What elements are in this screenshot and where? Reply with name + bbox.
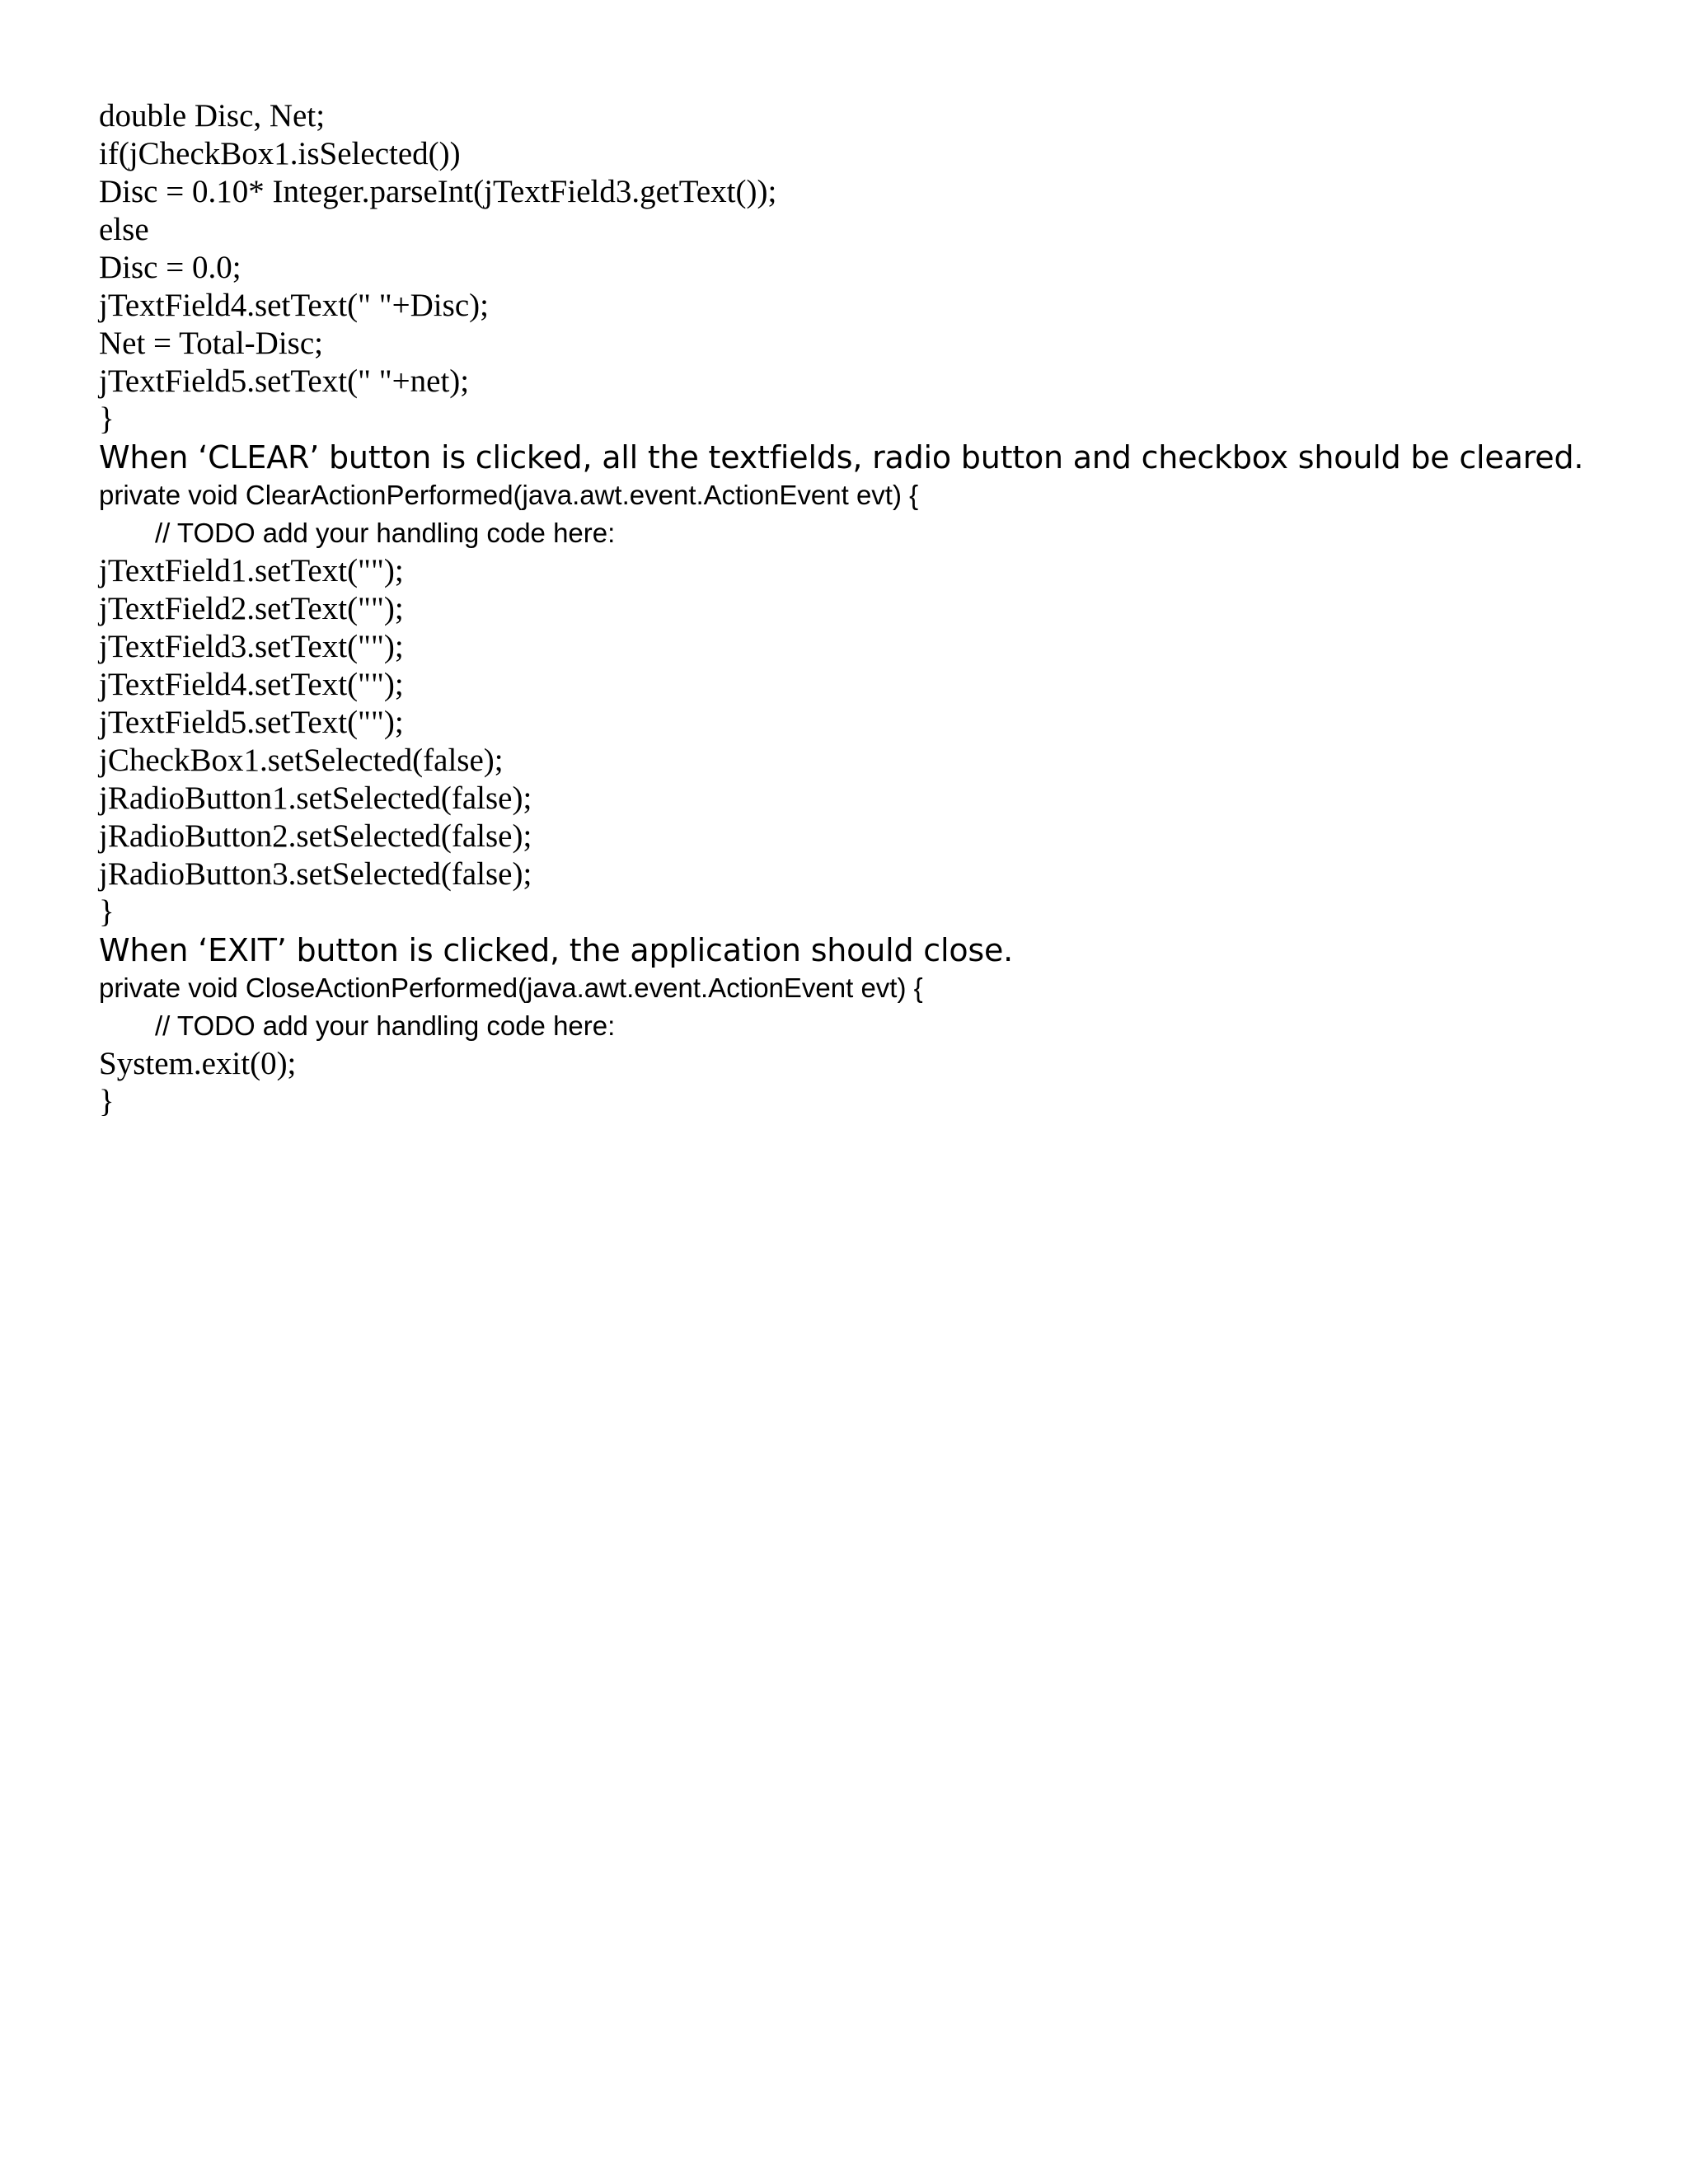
code-line: Disc = 0.10* Integer.parseInt(jTextField3.getText()); [99, 174, 777, 209]
closing-brace: } [99, 401, 115, 437]
closing-brace: } [99, 1084, 115, 1119]
code-line: else [99, 212, 149, 247]
method-signature-close: private void CloseActionPerformed(java.awt.event.ActionEvent evt) { [99, 972, 923, 1003]
code-line: jTextField2.setText(""); [99, 591, 404, 626]
exit-button-description: When ‘EXIT’ button is clicked, the application should close. [99, 932, 1014, 968]
code-line: jTextField4.setText(" "+Disc); [99, 288, 489, 323]
code-line: jRadioButton2.setSelected(false); [99, 818, 532, 854]
clear-button-description: When ‘CLEAR’ button is clicked, all the textfields, radio button and checkbox should be cleared. [99, 439, 1584, 476]
code-line: double Disc, Net; [99, 98, 326, 134]
code-line: jTextField5.setText(""); [99, 705, 404, 740]
code-line: Net = Total-Disc; [99, 326, 323, 361]
code-line: jTextField3.setText(""); [99, 629, 404, 664]
code-line: if(jCheckBox1.isSelected()) [99, 136, 461, 171]
code-line: jTextField5.setText(" "+net); [99, 363, 470, 399]
method-signature-clear: private void ClearActionPerformed(java.awt.event.ActionEvent evt) { [99, 480, 919, 510]
code-line: jTextField1.setText(""); [99, 553, 404, 588]
code-line: jRadioButton1.setSelected(false); [99, 780, 532, 816]
code-line: jTextField4.setText(""); [99, 667, 404, 702]
todo-comment: // TODO add your handling code here: [155, 518, 616, 548]
todo-comment: // TODO add your handling code here: [155, 1010, 616, 1041]
code-line: jRadioButton3.setSelected(false); [99, 856, 532, 892]
code-listing [99, 97, 1632, 1121]
code-line: Disc = 0.0; [99, 250, 241, 285]
closing-brace: } [99, 894, 115, 930]
code-line: System.exit(0); [99, 1046, 297, 1081]
code-line: jCheckBox1.setSelected(false); [99, 743, 504, 778]
